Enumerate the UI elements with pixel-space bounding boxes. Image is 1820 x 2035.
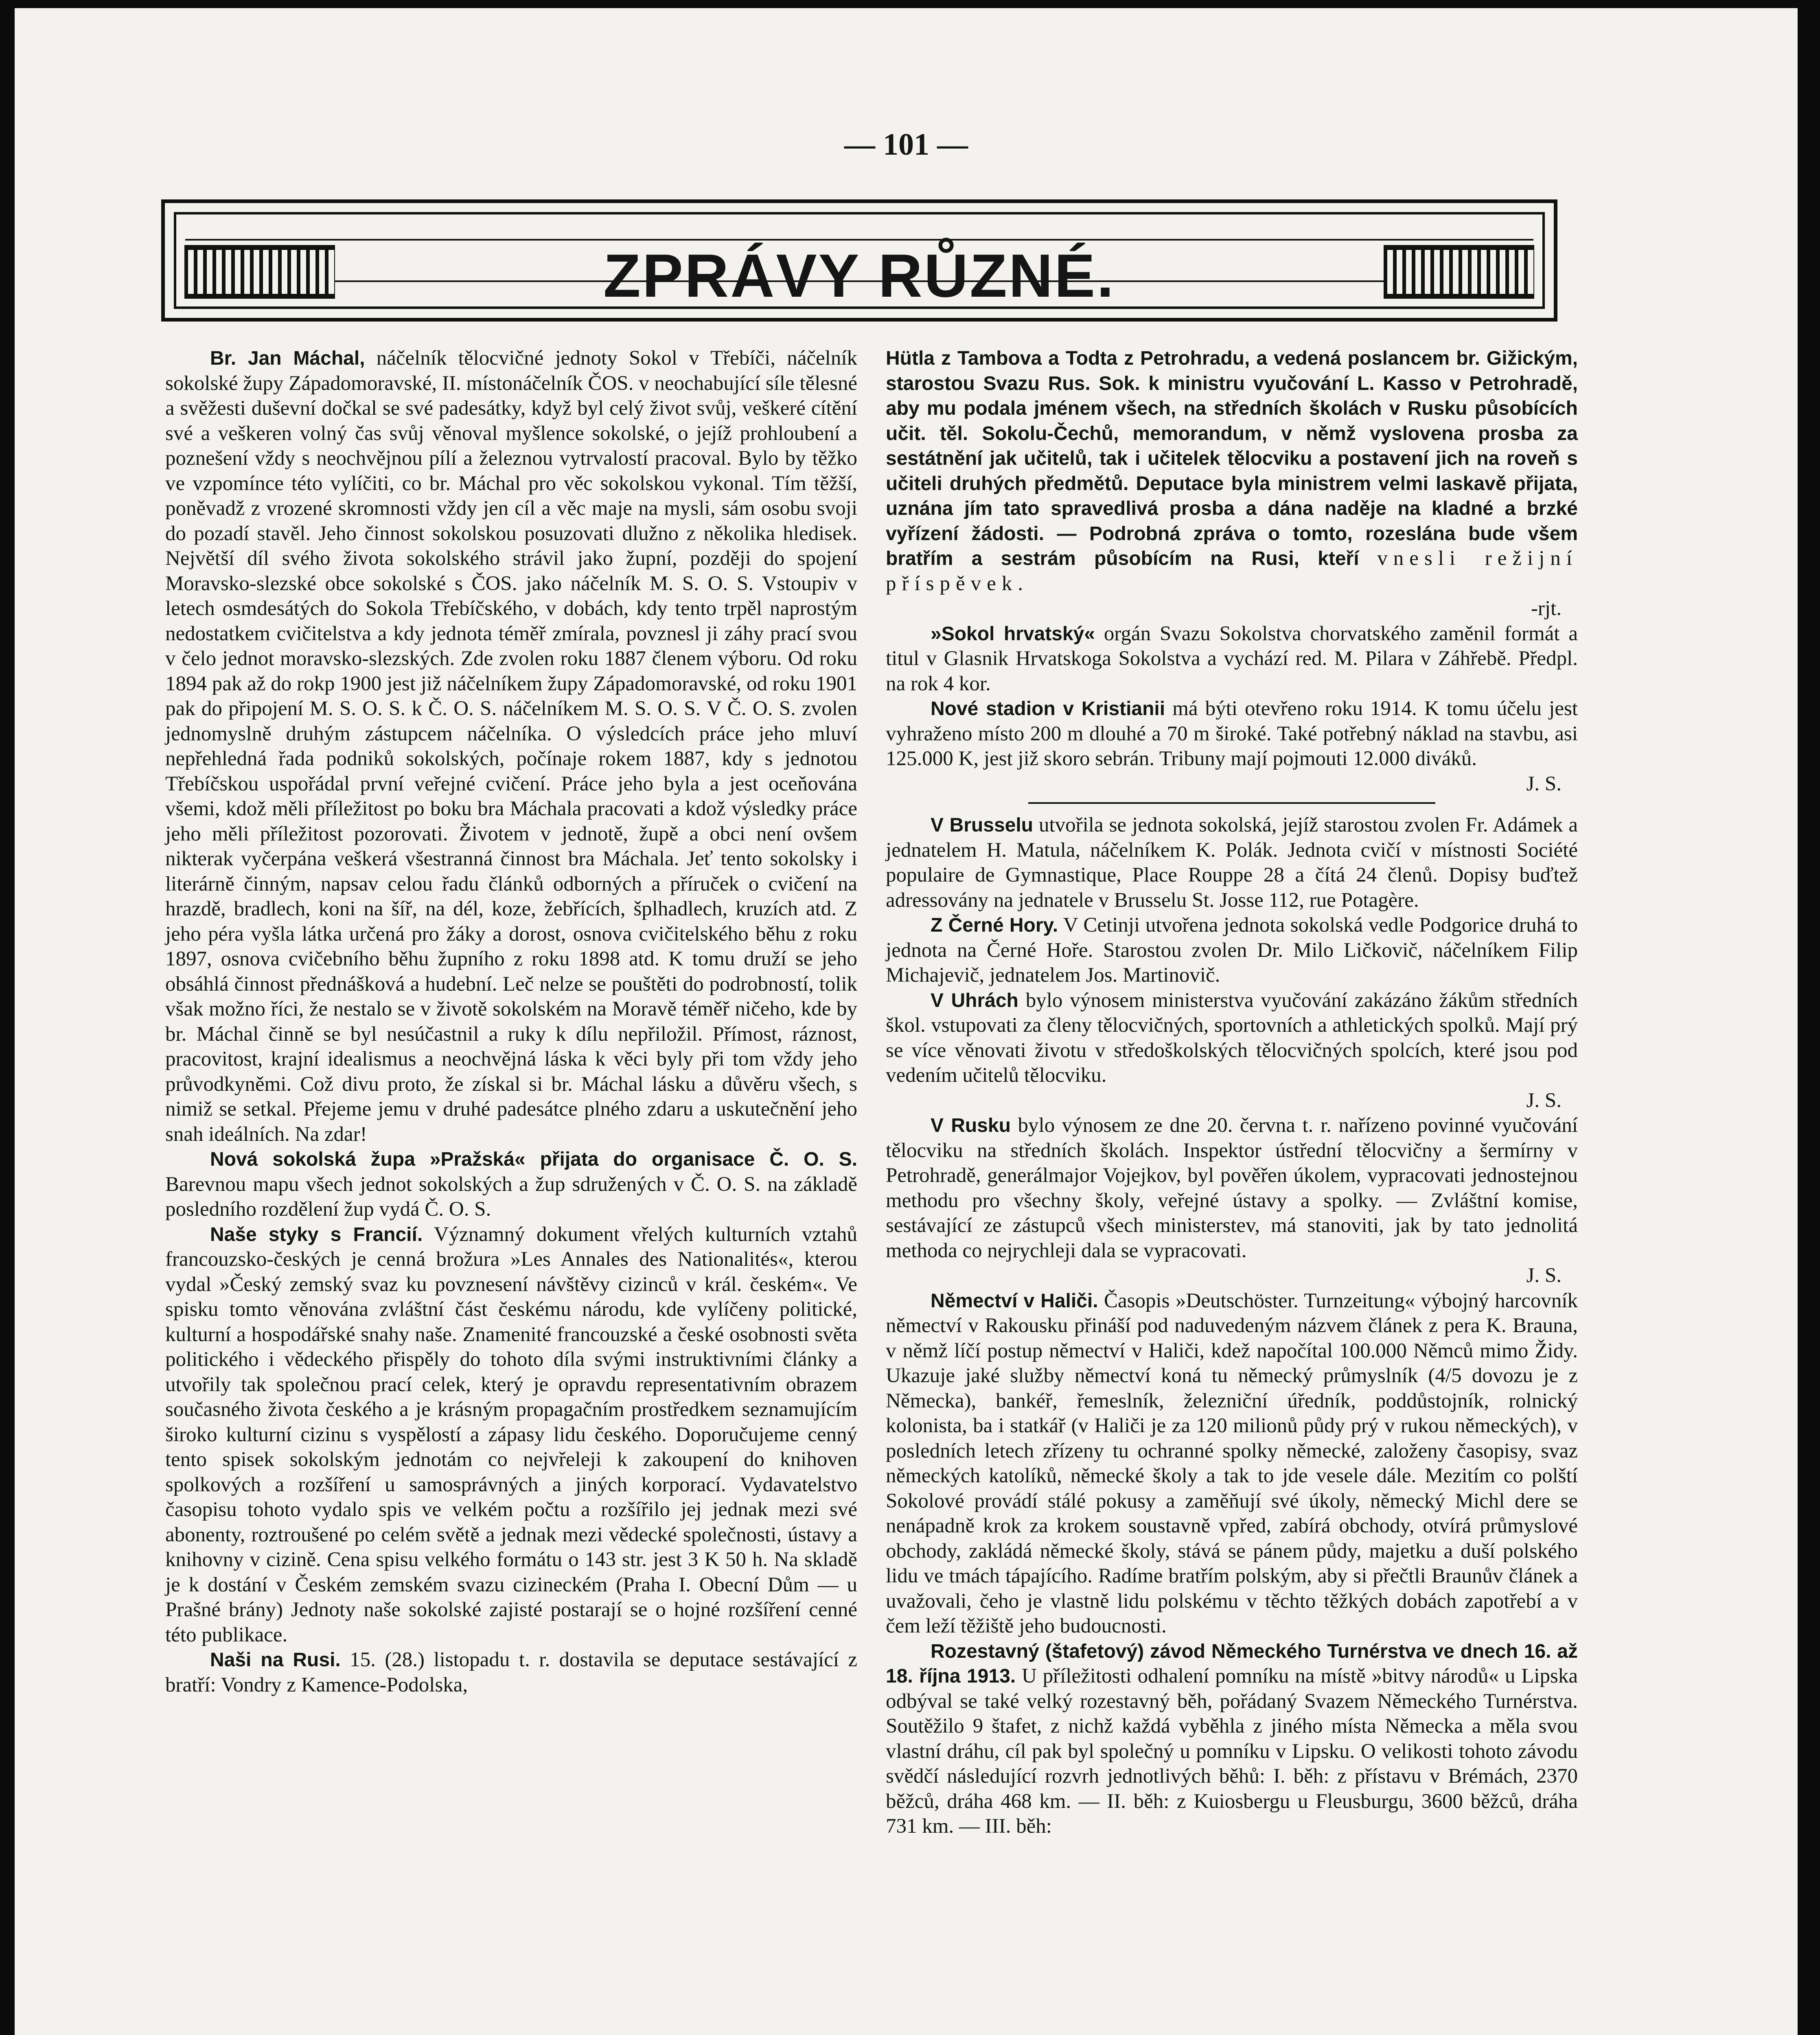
article-francie-body: Významný dokument vřelých kulturních vztahů francouzsko-českých je cenná brožura »Les Annales des Nationalités«, kterou vydal »Český zemský svaz ku povznesení návštěvy cizinců v král. českém«. Ve spisku tomto věnována zvláštní část českému národu, kde vylíčeny politické, kulturní a hospodářské snahy naše. Znamenité francouzské a české osobnosti světa politického i vědeckého přispěly do tohoto díla svými instruktivními články a utvořily tak společnou prací celek, který je opravdu representativním obrazem současného života českého a je krásným propagačním prostředkem seznamujícím široko kulturní cizinu s vyspělostí a zápasy lidu českého. Doporučujeme cenný tento spisek sokolským jednotám co nejvřeleji k zakoupení do knihoven spolkových a rozšíření u samosprávných a jiných korporací. Vydavatelstvo časopisu tohoto vydalo spis ve velkém počtu a rozšířilo jej jednak mezi své abonenty, roztroušené po celém světě a jednak mezi vědecké společnosti, ústavy a knihovny v cizině. Cena spisu velkého formátu o 143 str. jest 3 K 50 h. Na skladě je k dostání v Českém zemském svazu cizineckém (Praha I. Obecní Dům — u Prašné brány) Jednoty naše sokolské zajisté postarají se o hojné rozšíření cenné této publikace. [165, 1223, 857, 1646]
section-banner [161, 199, 1557, 322]
banner-rule-top [185, 239, 1533, 241]
article-stafeta [886, 1639, 1578, 1839]
document-page [15, 8, 1798, 2035]
article-uhry-body: bylo výnosem ministerstva vyučování zakázáno žákům středních škol. vstupovati za členy tělocvičných, sportovních a athletických spolků. Mají prý se více věnovati životu v středoškolských tělocvičných spolcích, které jsou pod vedením učitelů tělocviku. [886, 989, 1578, 1087]
banner-frame [174, 212, 1545, 309]
article-brussel [886, 813, 1578, 913]
article-uhry-title: V Uhrách [931, 989, 1018, 1011]
article-machal-body: náčelník tělocvičné jednoty Sokol v Třebíči, náčelník sokolské župy Západomoravské, II. místonáčelník ČOS. v neochabující síle tělesné a svěžesti duševní dočkal se své padesátky, když byl celý život svůj, veškeré cítění své a veškeren volný čas svůj věnoval myšlence sokolské, o jejíž prohloubení a poznešení vždy s neochvějnou pílí a železnou vytrvalostí pracoval. Bylo by těžko ve vzpomínce této vylíčiti, co br. Máchal pro věc sokolskou vykonal. Tím těžší, poněvadž z vrozené skromnosti vždy jen cíl a věc maje na mysli, sám osobu svoji do pozadí stavěl. Jeho činnost sokolskou posuzovati dlužno z několika hledisek. Největší díl svého života sokolského strávil jako župní, později do spojení Moravsko-slezské obce sokolské s ČOS. jako náčelník M. S. O. S. Vstoupiv v letech osmdesátých do Sokola Třebíčského, v dobách, kdy tento trpěl naprostým nedostatkem cvičitelstva a kdy jednota téměř zmírala, povznesl ji záhy prací svou v čelo jednot moravsko-slezských. Zde zvolen roku 1887 členem výboru. Od roku 1894 pak až do rokp 1900 jest již náčelníkem župy Západomoravské, od roku 1901 pak do připojení M. S. O. S. k Č. O. S. náčelníkem M. S. O. S. V Č. O. S. zvolen jednomyslně druhým zástupcem náčelníka. O výsledcích práce jeho mluví nepřehledná řada podniků sokolských, počínaje rokem 1887, kdy s jednotou Třebíčskou uspořádal první veřejné cvičení. Práce jeho byla a jest oceňována všemi, kdož měli příležitost po boku bra Máchala pracovati a kdož výsledky práce jeho měli příležitost pozorovati. Životem v jednotě, župě a obci není ovšem nikterak vyčerpána veškerá všestranná činnost bra Máchala. Jeť tento sokolsky i literárně činným, napsav celou řadu článků odborných a příruček o cvičení na hrazdě, bradlech, koni na šíř, na dél, koze, žebřících, šplhadlech, kruzích atd. Z jeho péra vyšla látka určená pro žáky a dorost, osnova cvičitelského běhu z roku 1897, osnova cvičebního běhu župního z roku 1898 atd. K tomu druží se jeho obsáhlá činnost přednášková a hudební. Leč nelze se pouštěti do podrobností, tolik však možno říci, že nestalo se v životě sokolském na Moravě téměř ničeho, kde by br. Máchal činně se byl nesúčastnil a ruky k dílu nepřiložil. Přímost, ráznost, pracovitost, krajní idealismus a neochvějná láska k věci byly při tom vždy jeho průvodkyněmi. Což divu proto, že získal si br. Máchal lásku a důvěru všech, s nimiž se setkal. Přejeme jemu v druhé padesátce plného zdaru a uskutečnění jeho snah ideálních. Na zdar! [165, 347, 857, 1146]
spaced-text: vnesli režijní příspěvek. [886, 547, 1578, 595]
article-sokol-hrvatsky-title: »Sokol hrvatský« [931, 623, 1095, 645]
article-nasi-na-rusi-title: Naši na Rusi. [210, 1649, 341, 1671]
article-brussel-title: V Brusselu [931, 814, 1033, 836]
article-francie-title: Naše styky s Francií. [210, 1223, 423, 1245]
article-stafeta-title: Rozestavný (štafetový) závod Německého Turnérstva ve dnech 16. až 18. října 1913. [886, 1640, 1578, 1687]
article-sokol-hrvatsky-body: orgán Svazu Sokolstva chorvatského zaměnil formát a titul v Glasnik Hrvatskoga Sokolstva a vychází red. M. Pilara v Záhřebě. Předpl. na rok 4 kor. [886, 622, 1578, 695]
article-nasi-na-rusi [165, 1648, 857, 1698]
banner-ornament-right [1384, 245, 1534, 299]
article-stafeta-body: U příležitosti odhalení pomníku na místě »bitvy národů« u Lipska odbýval se také velký rozestavný běh, pořádaný Svazem Německého Turnérstva. Soutěžilo 9 štafet, z nichž každá vyběhla z jiného místa Německa a měla svou vlastní dráhu, cíl pak byl společný u pomníku v Lipsku. O velikosti tohoto závodu svědčí následující rozvrh jednotlivých běhů: I. běh: z přístavu v Brémách, 2370 běžců, dráha 468 km. — II. běh: z Kuiosbergu u Fleusburgu, 3600 běžců, dráha 731 km. — III. běh: [886, 1665, 1578, 1838]
article-rusko [886, 1113, 1578, 1263]
article-prazska-zupa-body: Barevnou mapu všech jednot sokolských a žup sdružených v Č. O. S. na základě posledního rozdělení žup vydá Č. O. S. [165, 1173, 857, 1221]
article-machal-title: Br. Jan Máchal, [210, 348, 365, 369]
article-halic-body: Časopis »Deutschöster. Turnzeitung« výbojný harcovník němectví v Rakousku přináší pod naduvedeným názvem článek z pera K. Brauna, v němž líčí postup němectví v Haliči, kdež napočítal 100.000 Němců mimo Židy. Ukazuje jaké služby němectví koná tu německý průmyslník (4/5 dovozu je z Německa), bankéř, řemeslník, železniční úředník, poddůstojník, rolnický kolonista, ba i statkář (v Haliči je za 120 milionů půdy prý v rukou německých), v posledních letech zřízeny tu ochranné spolky německé, založeny časopisy, svaz německých katolíků, německé školy a tak to jde vesele dále. Mezitím co polští Sokolové provádí stálé pokusy a zaměňují své úkoly, německý Michl dere se nenápadně krok za krokem soustavně vpřed, zabírá obchody, otvírá průmyslové obchody, zakládá německé školy, stává se pánem půdy, majetku a duší polského lidu ve tmách tápajícího. Radíme bratřím polským, aby si přečtli Braunův článek a uvažovali, čeho je vlastně lidu polskému v těchto těžkých dobách zapotřebí a v čem leží těžiště jeho budoucnosti. [886, 1289, 1578, 1637]
page-number: — 101 — [844, 127, 968, 162]
column-right [886, 346, 1578, 1839]
banner-ornament-left [184, 245, 335, 299]
article-nasi-na-rusi-cont-text: Hütla z Tambova a Todta z Petrohradu, a vedená poslancem br. Gižickým, starostou Svazu Rus. Sok. k ministru vyučování L. Kasso v Petrohradě, aby mu podala jménem všech, na středních školách v Rusku působících učit. těl. Sokolu-Čechů, memorandum, v němž vyslovena prosba za sestátnění jak učitelů, tak i učitelek tělocviku a postavení jich na roveň s učiteli druhých předmětů. Deputace byla ministrem velmi laskavě přijata, uznána jím tato spravedlivá prosba a dána naděje na kladné a brzké vyřízení žádosti. — Podrobná zpráva o tomto, rozeslána bude všem bratřím a sestrám působícím na Rusi, kteří [886, 348, 1578, 569]
article-halic [886, 1289, 1578, 1639]
separator-rule [1028, 802, 1435, 804]
article-prazska-zupa-title: Nová sokolská župa »Pražská« přijata do organisace Č. O. S. [210, 1149, 857, 1170]
article-francie [165, 1222, 857, 1648]
article-kristiania-body: má býti otevřeno roku 1914. K tomu účelu jest vyhraženo místo 200 m dlouhé a 70 m široké. Také potřebný náklad na stavbu, asi 125.000 K, jest již skoro sebrán. Tribuny mají pojmouti 12.000 diváků. [886, 697, 1578, 770]
signature-js-3: J. S. [1526, 1264, 1562, 1287]
article-machal [165, 346, 857, 1147]
section-title: ZPRÁVY RŮZNÉ. [603, 241, 1115, 310]
article-uhry [886, 988, 1578, 1088]
article-kristiania [886, 696, 1578, 772]
article-nasi-na-rusi-cont [886, 346, 1578, 596]
article-kristiania-title: Nové stadion v Kristianii [931, 698, 1165, 720]
column-left [165, 346, 857, 1698]
article-prazska-zupa [165, 1147, 857, 1222]
article-nasi-na-rusi-body: 15. (28.) listopadu t. r. dostavila se deputace sestávající z bratří: Vondry z Kamence-Podolska, [165, 1648, 857, 1696]
article-rusko-body: bylo výnosem ze dne 20. června t. r. nařízeno povinné vyučování tělocviku na středních školách. Inspektor ústřední tělocvičny a šermírny v Petrohradě, generálmajor Vojejkov, byl pověřen úkolem, vypracovati jednostejnou methodu pro všechny školy, veřejné ústavy a spolky. — Zvláštní komise, sestávající ze zástupců všech ministerstev, má stanoviti, jak by tato jednolitá methoda co nejrychleji dala se vypracovati. [886, 1114, 1578, 1262]
signature-rjt: -rjt. [1531, 597, 1562, 620]
article-cerna-hora-title: Z Černé Hory. [931, 915, 1058, 936]
article-cerna-hora [886, 913, 1578, 988]
article-brussel-body: utvořila se jednota sokolská, jejíž starostou zvolen Fr. Adámek a jednatelem H. Matula, náčelníkem K. Polák. Jednota cvičí v místnosti Société populaire de Gymnastique, Place Rouppe 28 a čítá 24 členů. Dopisy buďtež adressovány na jednatele v Brusselu St. Josse 112, rue Potagère. [886, 814, 1578, 912]
article-rusko-title: V Rusku [931, 1115, 1011, 1136]
article-halic-title: Němectví v Haliči. [931, 1290, 1098, 1312]
signature-js-1: J. S. [1526, 772, 1562, 795]
article-cerna-hora-body: V Cetinji utvořena jednota sokolská vedle Podgorice druhá to jednota na Černé Hoře. Starostou zvolen Dr. Milo Ličkovič, náčelníkem Filip Michajevič, jednatelem Jos. Martinovič. [886, 914, 1578, 987]
article-sokol-hrvatsky [886, 621, 1578, 697]
signature-js-2: J. S. [1526, 1089, 1562, 1112]
